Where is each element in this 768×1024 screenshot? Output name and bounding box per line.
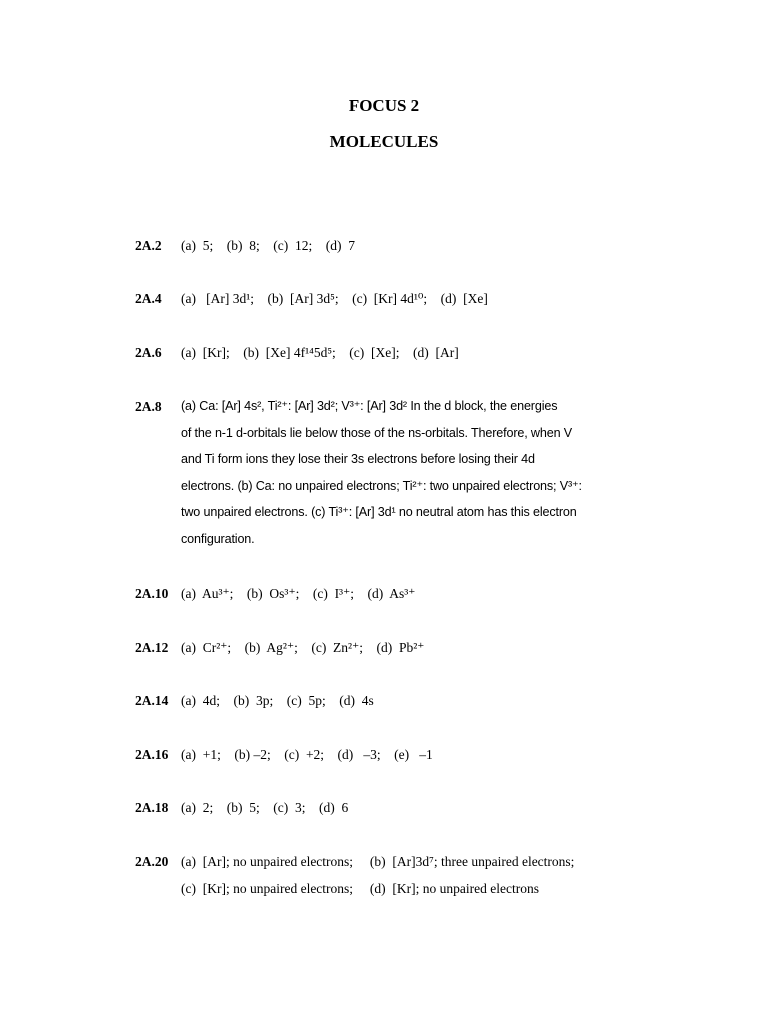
answer-line: of the n-1 d-orbitals lie below those of the ns-orbitals. Therefore, when V — [181, 425, 573, 440]
subject-heading: MOLECULES — [329, 132, 439, 151]
question-number: 2A.10 — [135, 586, 169, 601]
question-number: 2A.6 — [135, 345, 162, 360]
question-number: 2A.20 — [135, 854, 169, 869]
question-number: 2A.4 — [135, 291, 162, 306]
answer-paragraph — [181, 393, 641, 553]
answer-text: (a) Au³⁺; (b) Os³⁺; (c) I³⁺; (d) As³⁺ — [181, 586, 416, 601]
answer-text: (a) +1; (b) –2; (c) +2; (d) –3; (e) –1 — [181, 747, 433, 762]
focus-heading: FOCUS 2 — [348, 96, 420, 115]
answer-line: electrons. (b) Ca: no unpaired electrons; Ti²⁺: two unpaired electrons; V³⁺: — [181, 478, 582, 493]
answer-text: (a) 2; (b) 5; (c) 3; (d) 6 — [181, 800, 349, 815]
question-number: 2A.16 — [135, 747, 169, 762]
answer-line: and Ti form ions they lose their 3s electrons before losing their 4d — [181, 452, 535, 467]
question-number: 2A.8 — [135, 399, 162, 414]
answer-text: (a) 4d; (b) 3p; (c) 5p; (d) 4s — [181, 693, 374, 708]
answer-line: (a) Ca: [Ar] 4s², Ti²⁺: [Ar] 3d²; V³⁺: [Ar] 3d² In the d block, the energies — [181, 399, 558, 413]
question-number: 2A.18 — [135, 800, 169, 815]
question-number: 2A.14 — [135, 693, 169, 708]
answer-text: (a) [Kr]; (b) [Xe] 4f¹⁴5d⁵; (c) [Xe]; (d) [Ar] — [181, 345, 459, 360]
answer-text: (a) 5; (b) 8; (c) 12; (d) 7 — [181, 238, 355, 253]
answer-text: (a) [Ar] 3d¹; (b) [Ar] 3d⁵; (c) [Kr] 4d¹⁰; (d) [Xe] — [181, 291, 488, 306]
answer-text: (c) [Kr]; no unpaired electrons; (d) [Kr]; no unpaired electrons — [181, 881, 539, 896]
question-number: 2A.12 — [135, 640, 169, 655]
answer-line: configuration. — [181, 531, 255, 546]
answer-text: (a) Cr²⁺; (b) Ag²⁺; (c) Zn²⁺; (d) Pb²⁺ — [181, 640, 425, 655]
answer-text: (a) [Ar]; no unpaired electrons; (b) [Ar]3d⁷; three unpaired electrons; — [181, 854, 575, 869]
answer-line: two unpaired electrons. (c) Ti³⁺: [Ar] 3d¹ no neutral atom has this electron — [181, 505, 577, 520]
question-number: 2A.2 — [135, 238, 162, 253]
